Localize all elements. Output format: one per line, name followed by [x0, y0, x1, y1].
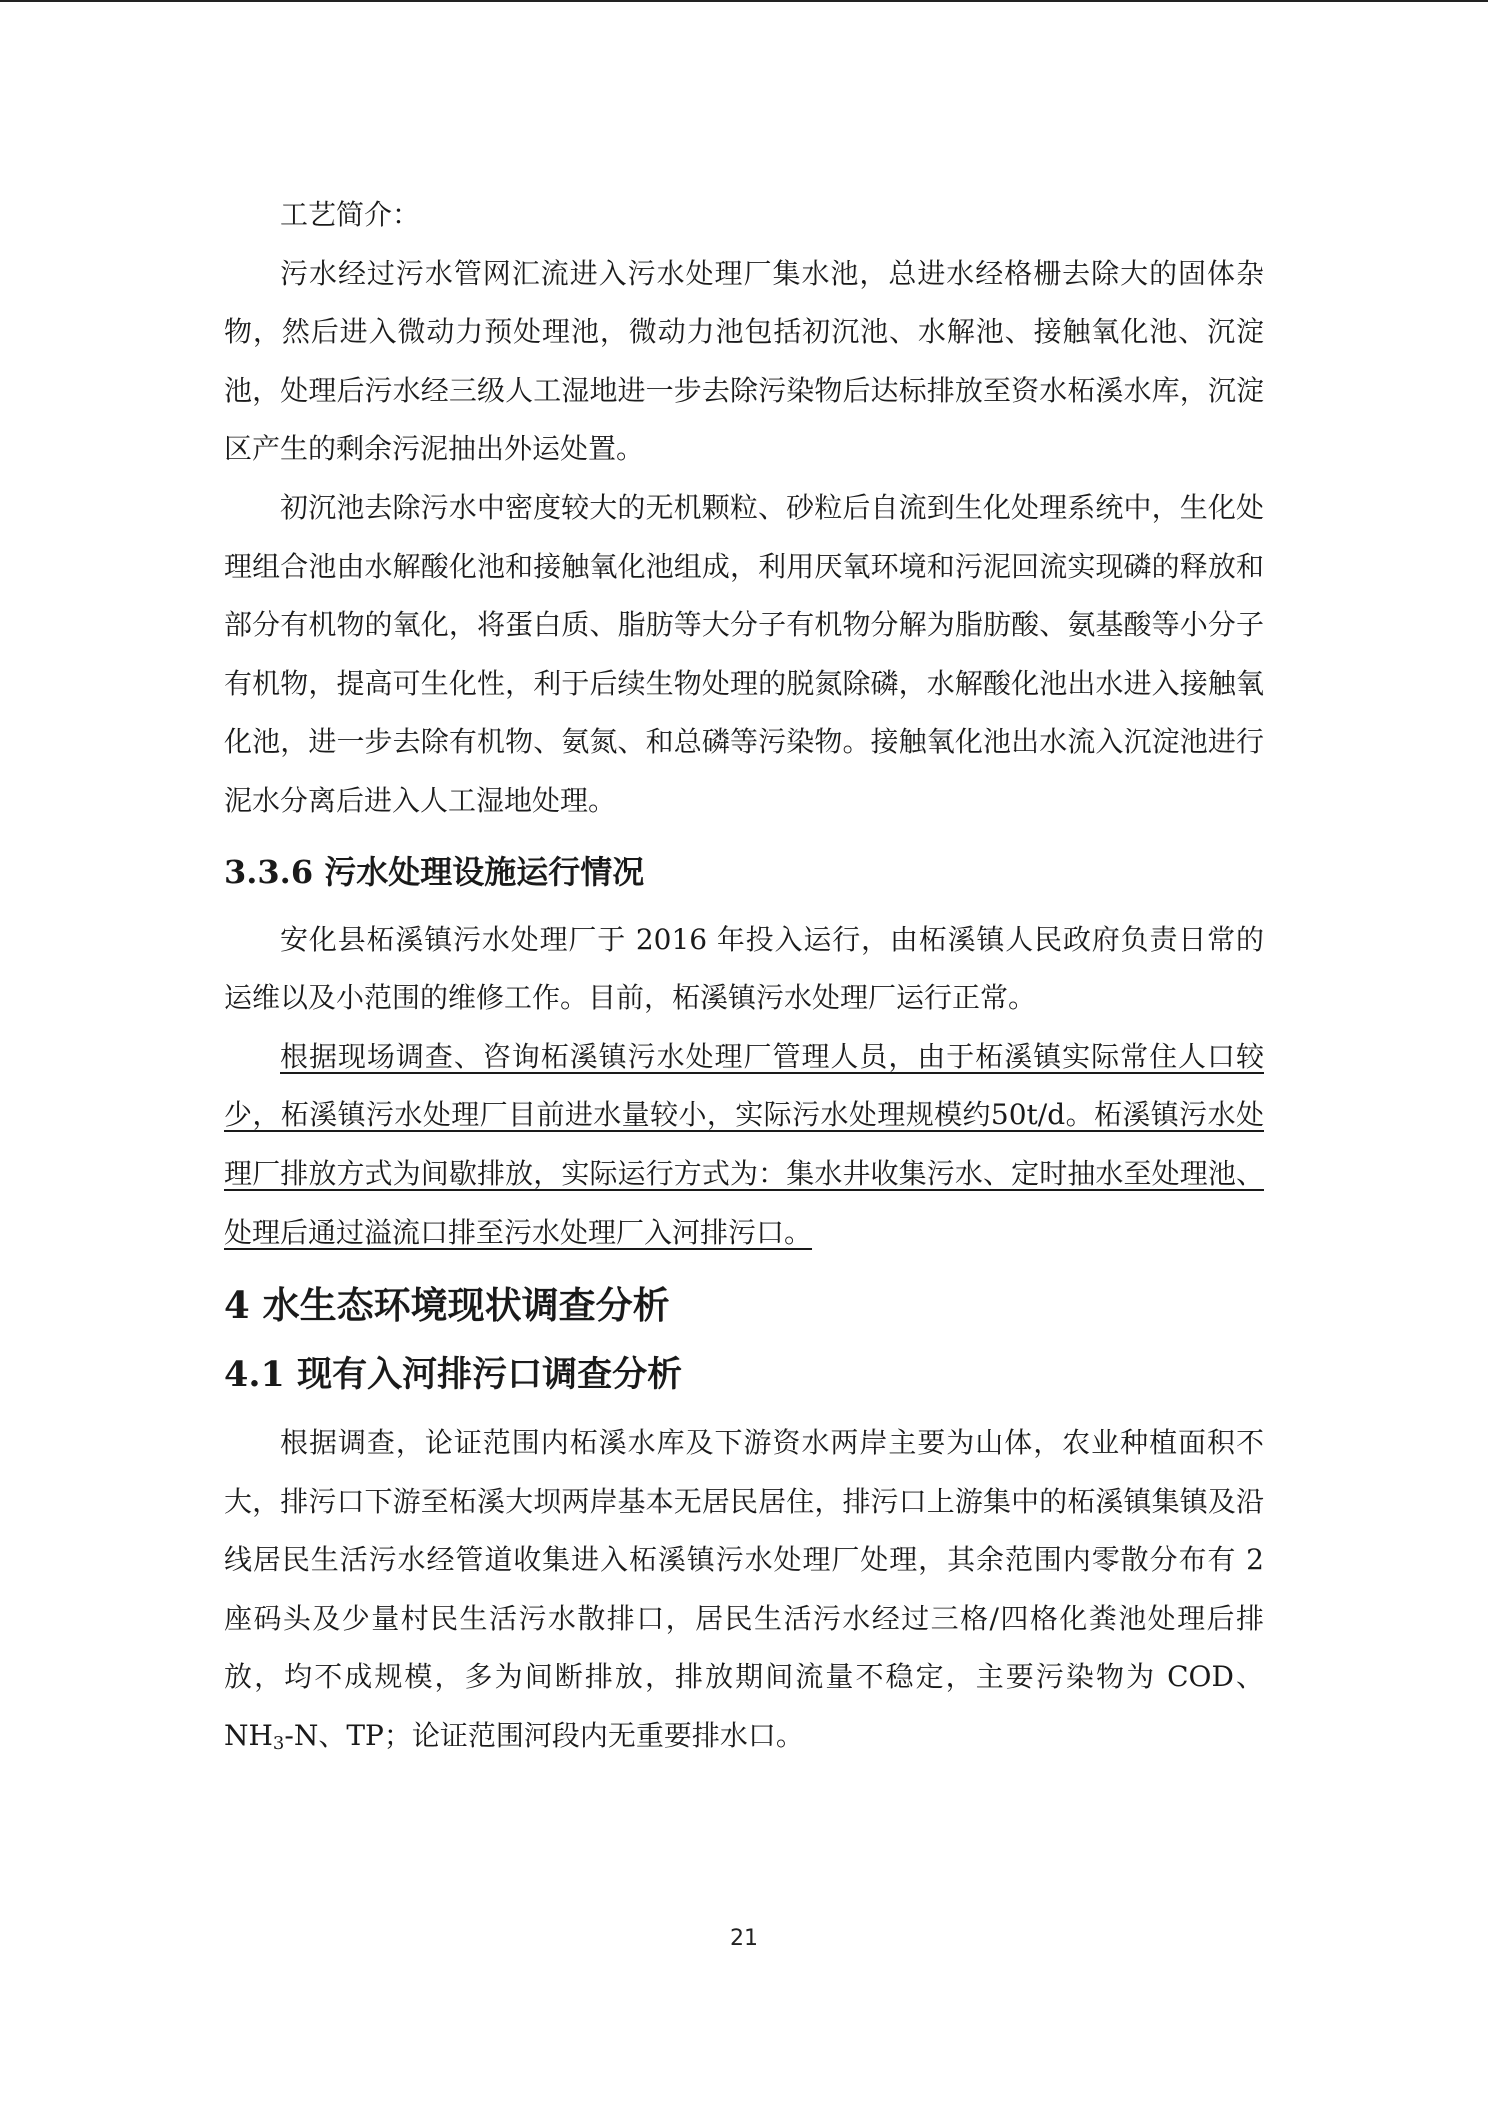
top-border-line: [0, 0, 1488, 2]
operation-paragraph: 安化县柘溪镇污水处理厂于 2016 年投入运行，由柘溪镇人民政府负责日常的运维以及小范围的维修工作。目前，柘溪镇污水处理厂运行正常。: [224, 922, 1264, 1015]
section-heading-3-3-6: 3.3.6 污水处理设施运行情况: [224, 852, 645, 891]
underlined-paragraph: [224, 1028, 1264, 1262]
nh3-subscript: 3: [272, 1733, 285, 1755]
process-paragraph-1: 污水经过污水管网汇流进入污水处理厂集水池，总进水经格栅去除大的固体杂物，然后进入微动力预处理池，微动力池包括初沉池、水解池、接触氧化池、沉淀池，处理后污水经三级人工湿地进一步去除污染物后达标排放至资水柘溪水库，沉淀区产生的剩余污泥抽出外运处置。: [224, 256, 1264, 466]
outfall-survey-text: 根据调查，论证范围内柘溪水库及下游资水两岸主要为山体，农业种植面积不大，排污口下游至柘溪大坝两岸基本无居民居住，排污口上游集中的柘溪镇集镇及沿线居民生活污水经管道收集进入柘溪镇污水处理厂处理，其余范围内零散分布有 2 座码头及少量村民生活污水散排口，居民生活污水经过三格/四格化粪池处理后排放，均不成规模，多为间断排放，排放期间流量不稳定，主要污染物为 COD、NH: [224, 1426, 1264, 1753]
outfall-survey-tail: -N、TP；论证范围河段内无重要排水口。: [284, 1719, 804, 1753]
page-number: 21: [730, 1926, 758, 1951]
document-page: [224, 186, 1264, 1766]
process-paragraph-2: 初沉池去除污水中密度较大的无机颗粒、砂粒后自流到生化处理系统中，生化处理组合池由水解酸化池和接触氧化池组成，利用厌氧环境和污泥回流实现磷的释放和部分有机物的氧化，将蛋白质、脂肪等大分子有机物分解为脂肪酸、氨基酸等小分子有机物，提高可生化性，利于后续生物处理的脱氮除磷，水解酸化池出水进入接触氧化池，进一步去除有机物、氨氮、和总磷等污染物。接触氧化池出水流入沉淀池进行泥水分离后进入人工湿地处理。: [224, 490, 1264, 817]
process-intro-label: 工艺简介：: [280, 198, 421, 231]
underlined-text: 根据现场调查、咨询柘溪镇污水处理厂管理人员，由于柘溪镇实际常住人口较少，柘溪镇污水处理厂目前进水量较小，实际污水处理规模约50t/d。柘溪镇污水处理厂排放方式为间歇排放，实际运行方式为：集水井收集污水、定时抽水至处理池、处理后通过溢流口排至污水处理厂入河排污口。: [224, 1039, 1264, 1249]
outfall-survey-paragraph: [224, 1414, 1264, 1766]
section-heading-4-1: 4.1 现有入河排污口调查分析: [224, 1354, 683, 1396]
chapter-heading-4: 4 水生态环境现状调查分析: [224, 1283, 670, 1328]
